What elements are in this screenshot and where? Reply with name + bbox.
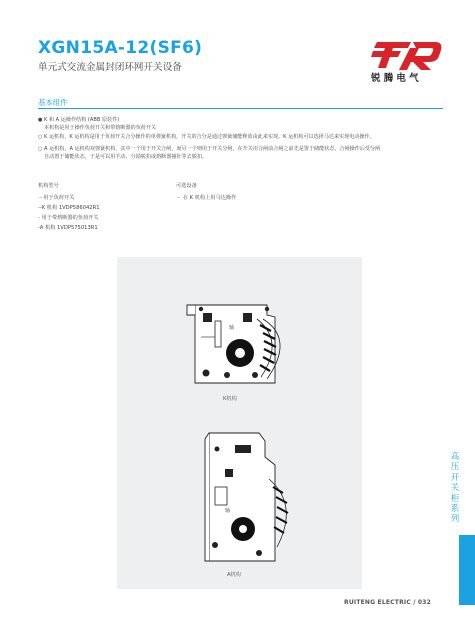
a-mechanism-caption: A机构 — [227, 572, 241, 578]
series-label: 高压开关柜系列 — [450, 452, 460, 525]
section-divider — [38, 108, 443, 109]
brand-name: 锐腾电气 — [371, 73, 422, 84]
right-column-header: 可选设备 — [176, 183, 197, 189]
paragraph-text: 本机构是用于操作负荷开关和带熔断器的负荷开关 — [44, 125, 157, 131]
right-item: － 在 K 机构上用马达操作 — [176, 195, 237, 201]
left-item: -A 机构 1VDP575013R1 — [38, 225, 98, 231]
a-part-label: 轴 — [225, 508, 231, 514]
paragraph-2 — [44, 124, 156, 132]
k-part-label: 轴 — [229, 325, 235, 331]
paragraph-5 — [44, 153, 207, 161]
page-title: XGN15A-12(SF6) — [38, 38, 203, 58]
paragraph-text: A 运机构，A 运机构双弹簧机构，其中一个用于开关合闸，而另一个则用于开关分闸。在开关用合闸前合闸之前先是置于储能状态，合闸操作后受分闸 — [44, 146, 381, 152]
paragraph-4 — [38, 145, 380, 153]
k-mechanism-drawing — [117, 257, 362, 407]
left-item: --K 机构 1VDP586042R1 — [38, 205, 100, 211]
paragraph-3 — [38, 133, 375, 141]
page-footer: RUITENG ELECTRIC / 032 — [344, 599, 432, 606]
paragraph-text: K 和 A 运操作结构 (ABB 原装件) — [44, 117, 120, 123]
left-item: - 用于带熔断器的负荷开关 — [38, 215, 99, 221]
series-tab — [459, 535, 475, 605]
a-mechanism-drawing — [117, 407, 362, 589]
bullet-marker: ● — [38, 117, 43, 123]
mechanism-figure — [117, 257, 362, 589]
page-subtitle: 单元式交流金属封闭环网开关设备 — [38, 62, 182, 73]
bullet-marker: ○ — [38, 134, 43, 140]
left-column-header: 机构型号 — [38, 183, 59, 189]
section-title: 基本组件 — [38, 98, 68, 107]
left-item: －用于负荷开关 — [38, 195, 75, 201]
k-mechanism-caption: K机构 — [223, 396, 237, 402]
paragraph-text: 自动置于储能状态，于是可以用手动、分励脱扣或熔断器撞针等去脱扣。 — [44, 154, 208, 160]
paragraph-1 — [38, 116, 119, 124]
paragraph-text: K 运机构，K 运机构是用于负荷开关合分操作的单弹簧机构，开关的合分是通过弹簧储能释放由此来实现。K 运机构可以选择马达来实现电动操作。 — [44, 134, 375, 140]
bullet-marker: ○ — [38, 146, 43, 152]
